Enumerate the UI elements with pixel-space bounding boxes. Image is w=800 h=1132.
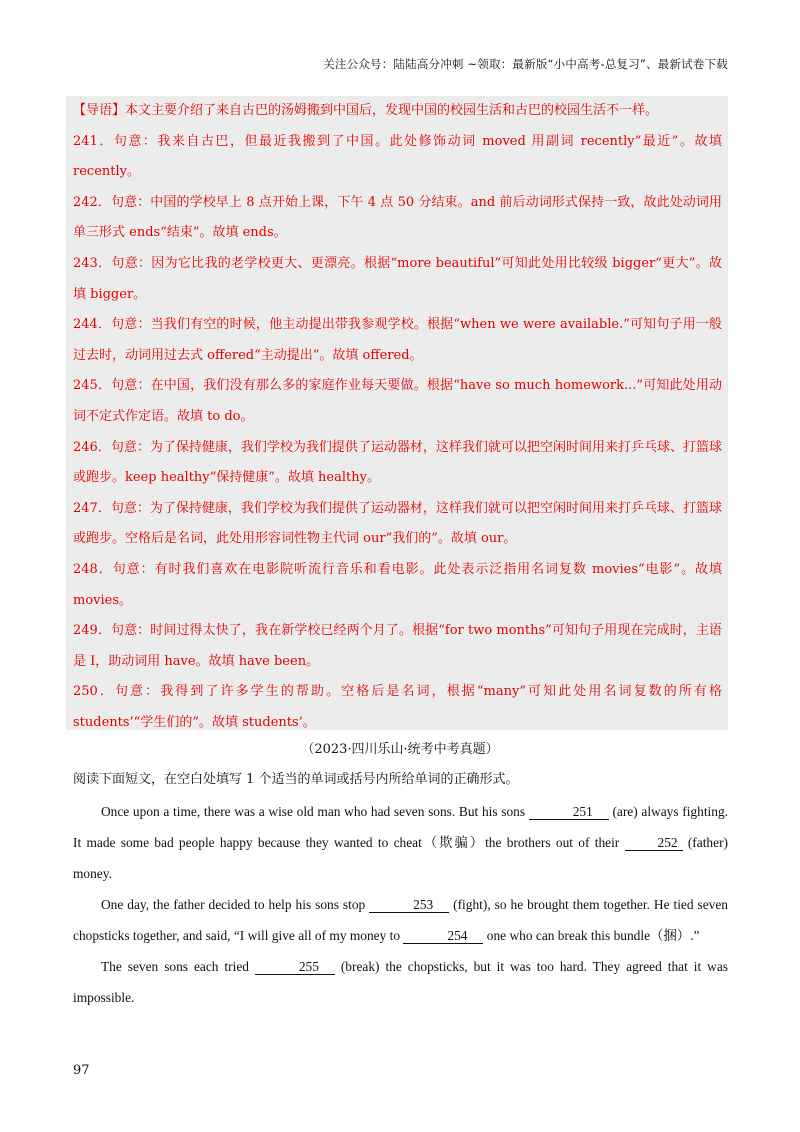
answer-item-244: 244．句意：当我们有空的时候，他主动提出带我参观学校。根据“when we were available.”可知句子用一般过去时，动词用过去式 offered“主动提出”。故填 offered。	[73, 317, 722, 363]
passage-text: (break) the chopsticks, but it was too hard. They agreed that it was impossible.	[73, 959, 728, 1005]
answer-item-247: 247．句意：为了保持健康，我们学校为我们提供了运动器材，这样我们就可以把空闲时间用来打乒乓球、打篮球或跑步。空格后是名词，此处用形容词性物主代词 our“我们的”。故填 our。	[73, 500, 722, 547]
blank-251[interactable]: 251	[529, 804, 609, 820]
answer-item-245: 245．句意：在中国，我们没有那么多的家庭作业每天要做。根据“have so much homework...”可知此处用动词不定式作定语。故填 to do。	[73, 378, 722, 424]
reading-passage	[73, 796, 728, 1013]
answer-item-243: 243．句意：因为它比我的老学校更大、更漂亮。根据“more beautiful”可知此处用比较级 bigger“更大”。故填 bigger。	[73, 255, 722, 302]
blank-253[interactable]: 253	[369, 897, 449, 913]
blank-254[interactable]: 254	[403, 928, 483, 944]
passage-text: One day, the father decided to help his sons stop	[101, 897, 370, 912]
answer-item-241: 241．句意：我来自古巴，但最近我搬到了中国。此处修饰动词 moved 用副词 recently“最近”。故填 recently。	[73, 133, 722, 180]
passage-text: (are) always fighting. It made some bad people happy because they wanted to cheat（欺骗）the brothers out of their	[73, 804, 729, 850]
answer-item-246: 246．句意：为了保持健康，我们学校为我们提供了运动器材，这样我们就可以把空闲时间用来打乒乓球、打篮球或跑步。keep healthy“保持健康”。故填 healthy。	[73, 439, 722, 486]
exam-source: （2023·四川乐山·统考中考真题）	[301, 742, 499, 757]
passage-text: one who can break this bundle（捆）.”	[483, 928, 700, 943]
passage-paragraph	[73, 889, 728, 951]
blank-252[interactable]: 252	[625, 835, 683, 851]
passage-text: (father) money.	[73, 835, 728, 881]
answer-item-249: 249．句意：时间过得太快了，我在新学校已经两个月了。根据“for two months”可知句子用现在完成时，主语是 I，助动词用 have。故填 have been。	[73, 623, 722, 669]
passage-paragraph	[73, 796, 728, 889]
passage-paragraph	[73, 951, 728, 1013]
page-header: 关注公众号：陆陆高分冲刺 ~领取：最新版“小中高考-总复习”、最新试卷下载	[323, 57, 728, 71]
answer-item-242: 242．句意：中国的学校早上 8 点开始上课，下午 4 点 50 分结束。and 前后动词形式保持一致，故此处动词用单三形式 ends“结束”。故填 ends。	[73, 194, 722, 241]
answer-explanation-box	[66, 96, 728, 730]
page-number: 97	[73, 1063, 90, 1078]
passage-text: Once upon a time, there was a wise old man who had seven sons. But his sons	[101, 804, 529, 819]
answer-intro: 【导语】本文主要介绍了来自古巴的汤姆搬到中国后，发现中国的校园生活和古巴的校园生活不一样。	[73, 103, 659, 118]
passage-text: The seven sons each tried	[101, 959, 255, 974]
exercise-instruction: 阅读下面短文，在空白处填写 1 个适当的单词或括号内所给单词的正确形式。	[73, 772, 519, 787]
passage-text: (fight), so he brought them together. He tied seven chopsticks together, and said, “I will give all of my money to	[73, 897, 729, 943]
answer-item-250: 250．句意：我得到了许多学生的帮助。空格后是名词，根据“many”可知此处用名词复数的所有格 students’“学生们的”。故填 students’。	[73, 684, 722, 730]
blank-255[interactable]: 255	[255, 959, 335, 975]
answer-item-248: 248．句意：有时我们喜欢在电影院听流行音乐和看电影。此处表示泛指用名词复数 movies“电影”。故填 movies。	[73, 561, 722, 608]
